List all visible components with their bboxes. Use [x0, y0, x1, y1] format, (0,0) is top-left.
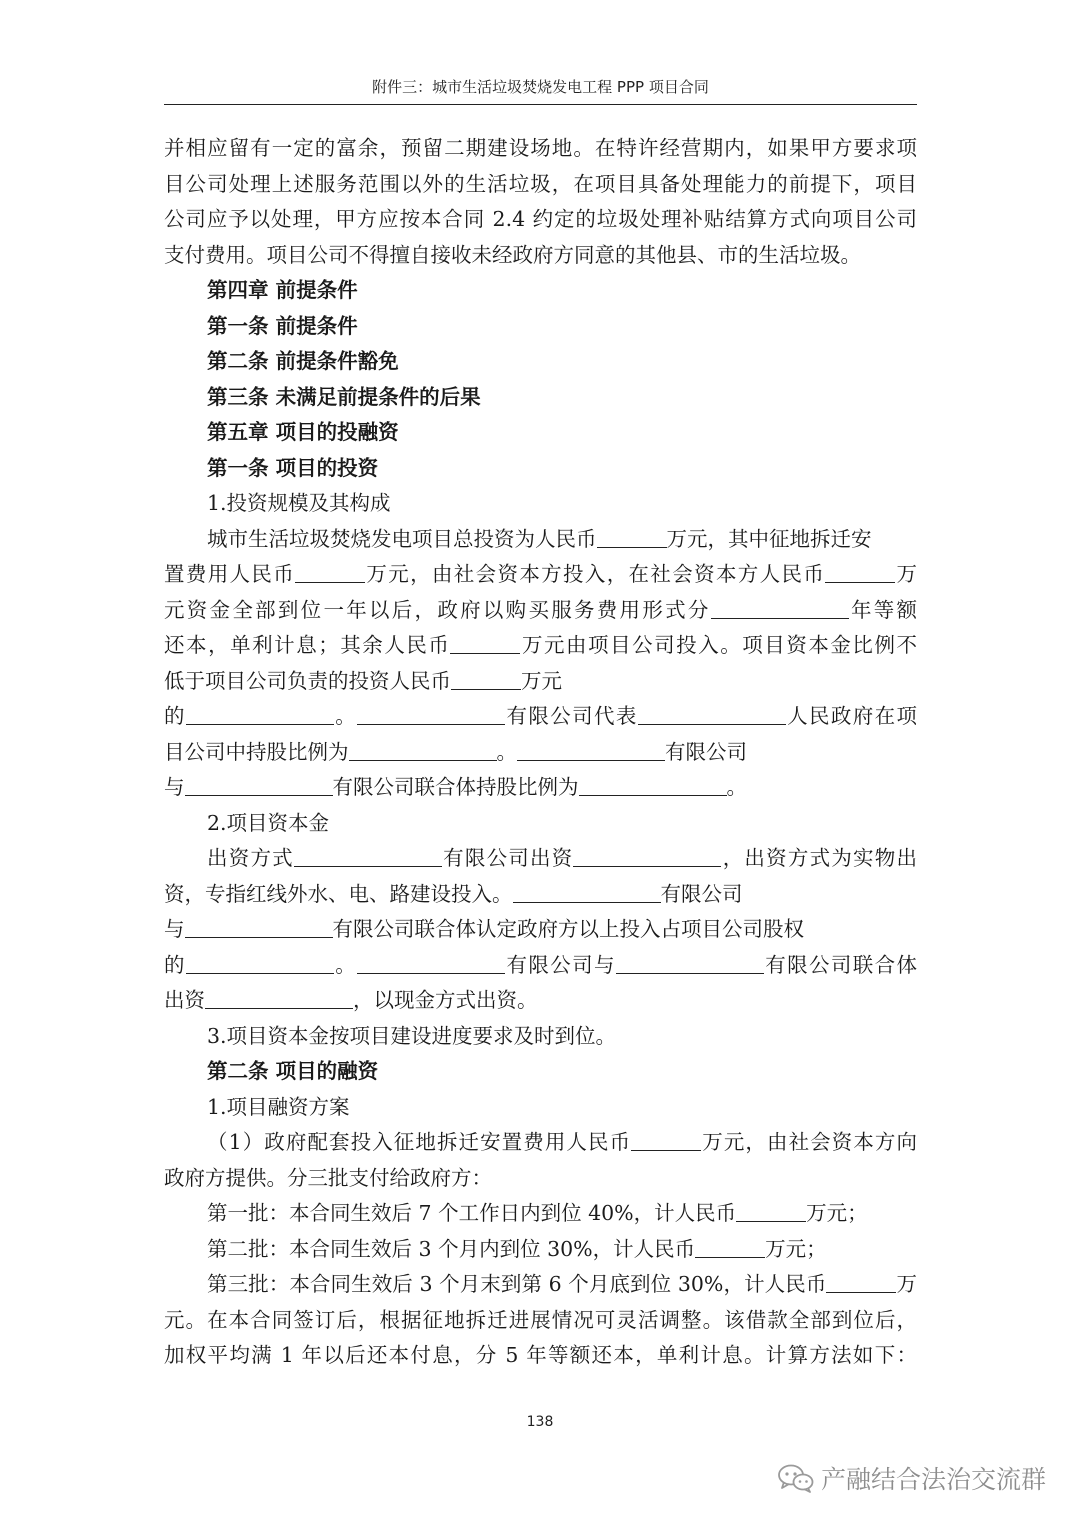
line-text: 置费用人民币: [164, 562, 296, 586]
paragraph-line: 目公司处理上述服务范围以外的生活垃圾，在项目具备处理能力的前提下，项目: [164, 171, 917, 196]
paragraph-line: [164, 628, 917, 664]
line-text: 。: [496, 739, 517, 764]
fill-blank: [597, 527, 667, 548]
fill-blank: [185, 917, 333, 938]
fill-blank: [826, 1272, 896, 1293]
line-text: 有限公司出资: [441, 846, 574, 870]
line-text: 与: [164, 917, 185, 941]
fill-blank: [357, 704, 505, 725]
line-text: 万: [895, 562, 917, 586]
chapter-heading: 第四章 前提条件: [207, 278, 358, 302]
paragraph-line: [164, 664, 917, 700]
paragraph-line: 公司应予以处理，甲方应按本合同 2.4 约定的垃圾处理补贴结算方式向项目公司: [164, 207, 917, 231]
fill-blank: [695, 1237, 765, 1258]
paragraph-line: 元。在本合同签订后，根据征地拆迁进展情况可灵活调整。该借款全部到位后，: [164, 1307, 917, 1332]
paragraph-line: [164, 522, 917, 558]
paragraph-line: 加权平均满 1 年以后还本付息，分 5 年等额还本，单利计息。计算方法如下：: [164, 1343, 917, 1367]
paragraph-line: [164, 557, 917, 593]
section-heading: 3.项目资本金按项目建设进度要求及时到位。: [207, 1023, 617, 1048]
paragraph-line: [164, 1267, 917, 1303]
line-text: 与: [164, 775, 185, 799]
line-text: 第一批：本合同生效后 7 个工作日内到位 40%，计人民币: [207, 1201, 737, 1225]
line-text: 人民政府在项: [785, 704, 917, 728]
line-text: 有限公司联合体认定政府方以上投入占项目公司股权: [332, 917, 804, 941]
fill-blank: [825, 562, 895, 583]
wechat-chat-icon: [777, 1463, 815, 1493]
line-text: 还本，单利计息；其余人民币: [164, 633, 451, 657]
line-text: 资，专指红线外水、电、路建设投入。: [164, 881, 513, 906]
line-text: 有限公司与: [505, 952, 616, 977]
line-text: 万元；: [806, 1201, 868, 1225]
line-text: 。: [333, 704, 358, 728]
paragraph-line: [164, 593, 917, 629]
article-heading: 第二条 项目的融资: [207, 1059, 379, 1083]
line-text: 。: [726, 775, 747, 799]
paragraph-line: [164, 983, 917, 1019]
article-heading: 第一条 前提条件: [207, 313, 358, 338]
paragraph-line: [164, 1232, 917, 1268]
section-heading: 1.项目融资方案: [207, 1094, 350, 1119]
line-text: 万元，由社会资本方向: [701, 1130, 917, 1154]
line-text: 的: [164, 952, 186, 977]
line-text: 低于项目公司负责的投资人民币: [164, 668, 451, 693]
fill-blank: [357, 953, 505, 974]
paragraph-line: [164, 1196, 917, 1232]
fill-blank: [513, 882, 661, 903]
line-text: 万元由项目公司投入。项目资本金比例不: [520, 633, 917, 657]
section-heading: 2.项目资本金: [207, 810, 330, 835]
fill-blank: [450, 633, 520, 654]
chapter-heading: 第五章 项目的投融资: [207, 420, 399, 444]
line-text: （1）政府配套投入征地拆迁安置费用人民币: [207, 1130, 632, 1154]
line-text: 的: [164, 704, 186, 728]
line-text: 万元，其中征地拆迁安: [666, 526, 872, 551]
fill-blank: [294, 846, 442, 867]
line-text: 万元；: [765, 1236, 827, 1261]
fill-blank: [631, 1130, 701, 1151]
fill-blank: [349, 740, 497, 761]
section-heading: 1.投资规模及其构成: [207, 491, 391, 515]
line-text: 第二批：本合同生效后 3 个月内到位 30%，计人民币: [207, 1236, 696, 1261]
line-text: 有限公司代表: [505, 704, 638, 728]
line-text: 出资: [164, 988, 205, 1012]
line-text: 万: [896, 1272, 917, 1296]
line-text: 年等额: [848, 597, 917, 622]
paragraph-line: [164, 948, 917, 984]
paragraph-line: [164, 841, 917, 877]
paragraph-line: [164, 699, 917, 735]
fill-blank: [711, 598, 849, 619]
document-body: [164, 131, 917, 1374]
line-text: 第三批：本合同生效后 3 个月末到第 6 个月底到位 30%，计人民币: [207, 1272, 827, 1296]
fill-blank: [205, 988, 353, 1009]
fill-blank: [616, 953, 764, 974]
page-number: 138: [526, 1414, 554, 1430]
fill-blank: [186, 704, 334, 725]
fill-blank: [579, 775, 727, 796]
paragraph-line: 政府方提供。分三批支付给政府方：: [164, 1165, 492, 1190]
line-text: 有限公司: [665, 739, 747, 764]
paragraph-line: [164, 735, 917, 771]
page-header: 附件三：城市生活垃圾焚烧发电工程 PPP 项目合同: [372, 78, 709, 96]
fill-blank: [295, 562, 365, 583]
line-text: 目公司中持股比例为: [164, 739, 349, 764]
paragraph-line: [164, 912, 917, 948]
line-text: ，以现金方式出资。: [353, 988, 538, 1012]
paragraph-line: [164, 770, 917, 806]
line-text: ，出资方式为实物出: [721, 846, 917, 870]
watermark: [777, 1460, 1046, 1496]
fill-blank: [517, 740, 665, 761]
paragraph-line: [164, 877, 917, 913]
fill-blank: [185, 775, 333, 796]
article-heading: 第二条 前提条件豁免: [207, 349, 399, 373]
line-text: 有限公司: [660, 881, 743, 906]
fill-blank: [186, 953, 334, 974]
line-text: 万元: [521, 668, 562, 693]
fill-blank: [573, 846, 721, 867]
article-heading: 第三条 未满足前提条件的后果: [207, 384, 481, 409]
line-text: 有限公司联合体: [763, 952, 917, 977]
line-text: 。: [333, 952, 358, 977]
paragraph-line: 并相应留有一定的富余，预留二期建设场地。在特许经营期内，如果甲方要求项: [164, 136, 917, 160]
watermark-text: 产融结合法治交流群: [820, 1465, 1046, 1494]
fill-blank: [736, 1201, 806, 1222]
paragraph-line: 支付费用。项目公司不得擅自接收未经政府方同意的其他县、市的生活垃圾。: [164, 242, 861, 267]
fill-blank: [638, 704, 786, 725]
article-heading: 第一条 项目的投资: [207, 455, 379, 480]
header-divider: [164, 104, 917, 105]
line-text: 有限公司联合体持股比例为: [332, 775, 579, 799]
line-text: 城市生活垃圾焚烧发电项目总投资为人民币: [207, 526, 597, 551]
line-text: 元资金全部到位一年以后，政府以购买服务费用形式分: [164, 597, 711, 622]
line-text: 万元，由社会资本方投入，在社会资本方人民币: [365, 562, 826, 586]
line-text: 出资方式: [207, 846, 294, 870]
paragraph-line: [164, 1125, 917, 1161]
fill-blank: [451, 669, 521, 690]
